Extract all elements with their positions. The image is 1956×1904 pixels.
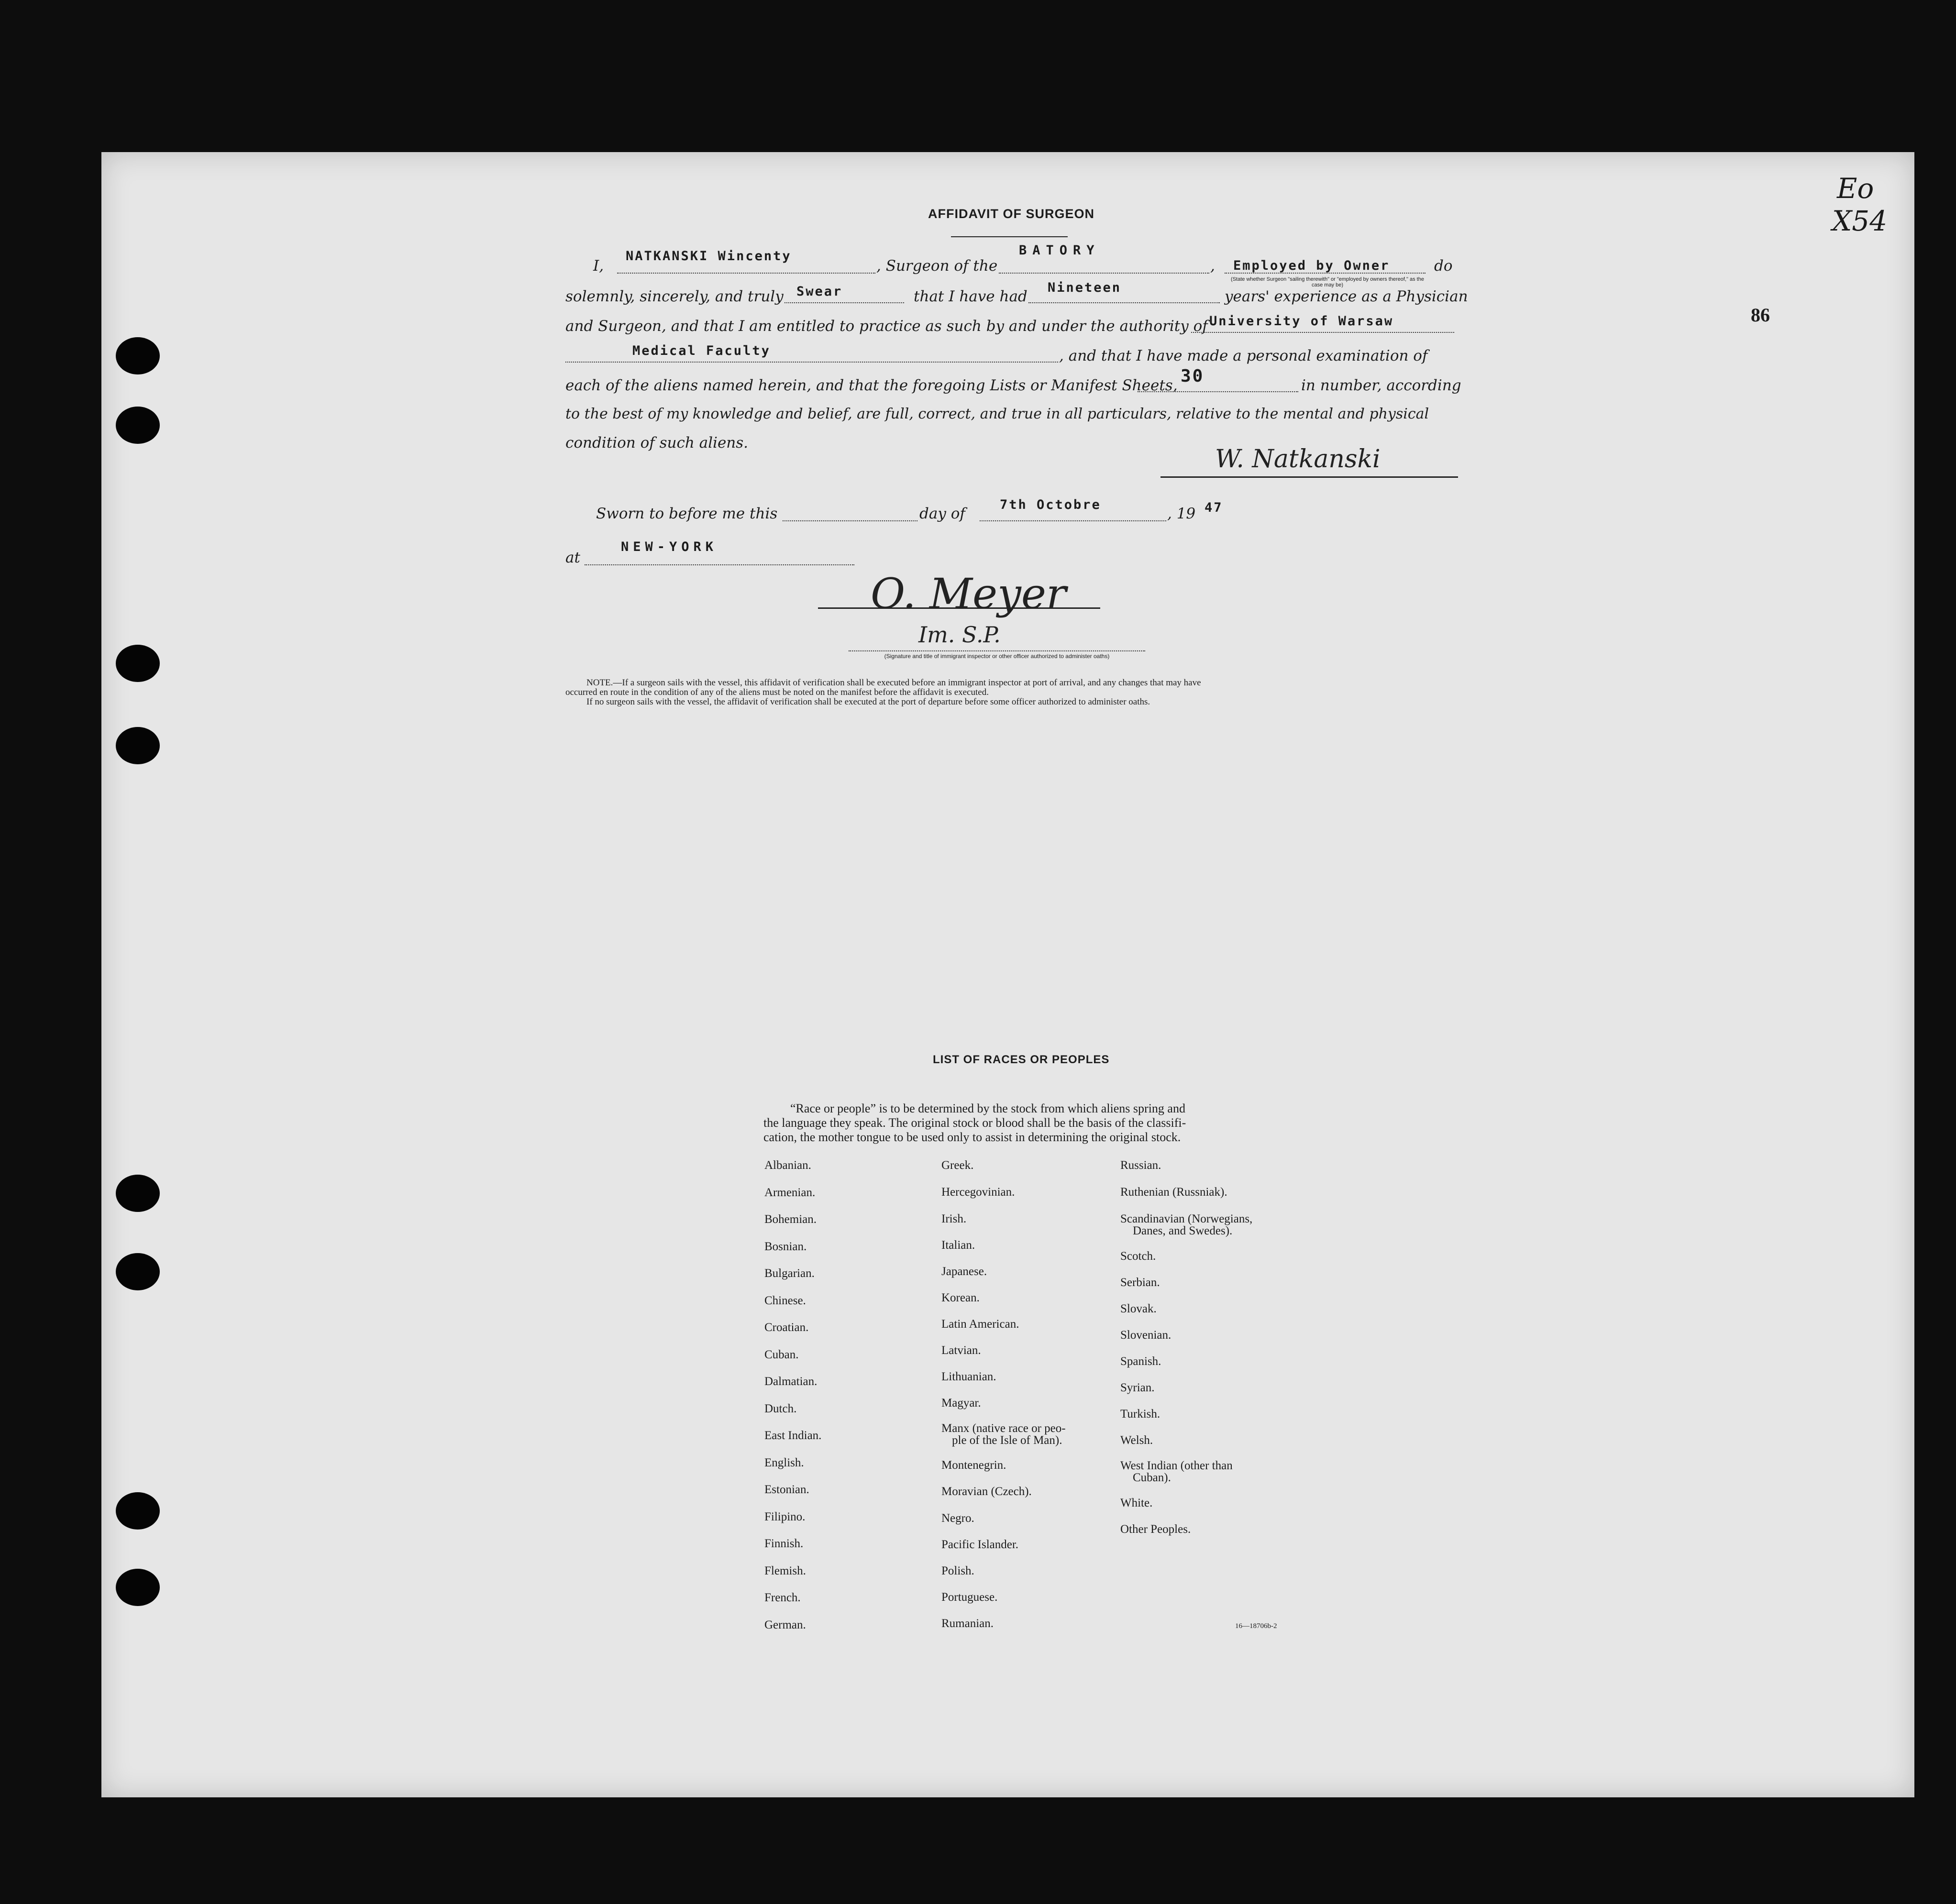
authority-value-1: University of Warsaw [1209, 314, 1394, 329]
race-item: Bohemian. [764, 1213, 817, 1226]
officer-signature: O. Meyer [871, 569, 1066, 618]
races-intro-3: cation, the mother tongue to be used only to assist in determining the original stock. [763, 1130, 1181, 1144]
label-personal-exam: , and that I have made a personal examination of [1059, 347, 1428, 364]
corner-mark-top: Eo [1837, 172, 1874, 205]
race-item: Turkish. [1120, 1408, 1160, 1420]
race-item: Syrian. [1120, 1381, 1155, 1394]
sworn-day-line [783, 520, 917, 521]
oath-line [785, 302, 904, 303]
label-day-of: day of [919, 505, 965, 522]
race-item: Other Peoples. [1120, 1523, 1191, 1536]
surgeon-name: NATKANSKI Wincenty [626, 249, 792, 264]
race-item: Magyar. [941, 1397, 981, 1409]
label-at: at [565, 549, 580, 566]
years-line [1028, 302, 1220, 303]
label-year-prefix: , 19 [1167, 505, 1196, 522]
label-condition: condition of such aliens. [565, 434, 749, 451]
year-suffix: 47 [1205, 500, 1223, 515]
corner-mark-bottom: X54 [1832, 205, 1888, 237]
races-title: LIST OF RACES OR PEOPLES [933, 1053, 1110, 1066]
race-item: Irish. [941, 1212, 967, 1225]
place-value: NEW-YORK [621, 539, 718, 554]
race-item: Ruthenian (Russniak). [1120, 1186, 1227, 1199]
binder-hole [116, 337, 160, 374]
race-item: Croatian. [764, 1321, 809, 1334]
date-line [980, 520, 1166, 521]
race-item: Hercegovinian. [941, 1186, 1015, 1199]
place-line [585, 564, 854, 565]
label-each-of-aliens: each of the aliens named herein, and that the foregoing Lists or Manifest Sheets, [565, 377, 1178, 394]
years-value: Nineteen [1048, 280, 1122, 295]
vessel-line [999, 273, 1209, 274]
races-intro-1: “Race or people” is to be determined by the stock from which aliens spring and [790, 1101, 1185, 1115]
race-item: English. [764, 1456, 804, 1469]
race-item: Greek. [941, 1159, 974, 1172]
race-item: Bulgarian. [764, 1267, 815, 1280]
races-intro-2: the language they speak. The original stock or blood shall be the basis of the classifi- [763, 1116, 1186, 1130]
race-item: Rumanian. [941, 1617, 994, 1630]
note-line-3: If no surgeon sails with the vessel, the affidavit of verification shall be executed at the port of departure before some officer authorized to administer oaths. [586, 697, 1150, 707]
note-line-2: occurred en route in the condition of any of the aliens must be noted on the manifest before the affidavit is executed. [565, 687, 989, 697]
race-item: White. [1120, 1497, 1153, 1509]
race-item: Scotch. [1120, 1250, 1156, 1263]
sheets-count: 30 [1181, 366, 1205, 386]
race-item: Danes, and Swedes). [1133, 1224, 1233, 1237]
binder-hole [116, 1492, 160, 1530]
officer-signature-line [818, 607, 1100, 609]
race-item: Finnish. [764, 1537, 804, 1550]
race-item: Estonian. [764, 1483, 809, 1496]
sheets-line [1138, 391, 1298, 392]
label-sworn: Sworn to before me this [596, 505, 778, 522]
race-item: Manx (native race or peo- [941, 1422, 1066, 1435]
label-years-experience: years' experience as a Physician [1225, 288, 1468, 305]
race-item: Serbian. [1120, 1276, 1160, 1289]
race-item: French. [764, 1591, 801, 1604]
surgeon-signature: W. Natkanski [1215, 445, 1381, 473]
date-value: 7th Octobre [1000, 497, 1101, 512]
officer-title-line [849, 650, 1145, 651]
race-item: Flemish. [764, 1564, 806, 1577]
race-item: Latin American. [941, 1318, 1019, 1331]
race-item: Cuban). [1133, 1471, 1171, 1484]
authority-line-2 [565, 362, 1058, 363]
form-number: 16—18706b-2 [1235, 1622, 1277, 1630]
race-item: Negro. [941, 1512, 974, 1525]
surgeon-signature-line [1160, 476, 1458, 478]
race-item: Pacific Islander. [941, 1538, 1019, 1551]
race-item: Slovak. [1120, 1302, 1157, 1315]
race-item: Armenian. [764, 1186, 816, 1199]
race-item: ple of the Isle of Man). [952, 1434, 1062, 1447]
race-item: Italian. [941, 1239, 975, 1252]
label-surgeon-of: , Surgeon of the [876, 257, 998, 275]
race-item: Cuban. [764, 1348, 799, 1361]
race-item: East Indian. [764, 1429, 822, 1442]
officer-title-hand: Im. S.P. [918, 622, 1001, 648]
authority-line-1 [1191, 332, 1454, 333]
binder-hole [116, 645, 160, 682]
race-item: Latvian. [941, 1344, 981, 1357]
page-number: 86 [1751, 304, 1770, 326]
label-in-number: in number, according [1301, 377, 1461, 394]
binder-hole [116, 727, 160, 764]
employment-value: Employed by Owner [1233, 258, 1390, 273]
race-item: Dutch. [764, 1402, 797, 1415]
officer-caption: (Signature and title of immigrant inspector or other officer authorized to administer oaths) [884, 653, 1110, 660]
race-item: Polish. [941, 1564, 974, 1577]
oath-value: Swear [796, 284, 843, 299]
title-rule [951, 236, 1068, 237]
race-item: Slovenian. [1120, 1329, 1171, 1342]
employment-note: (State whether Surgeon "sailing therewith" or "employed by owners thereof," as the case may be) [1231, 276, 1424, 288]
label-do: do [1434, 257, 1453, 275]
label-and-surgeon: and Surgeon, and that I am entitled to practice as such by and under the authority of [565, 318, 1208, 335]
race-item: Portuguese. [941, 1591, 998, 1604]
race-item: Japanese. [941, 1265, 987, 1278]
race-item: German. [764, 1618, 806, 1631]
race-item: Albanian. [764, 1159, 811, 1172]
binder-hole [116, 407, 160, 444]
race-item: Bosnian. [764, 1240, 807, 1253]
race-item: Moravian (Czech). [941, 1485, 1032, 1498]
race-item: Scandinavian (Norwegians, [1120, 1212, 1253, 1225]
race-item: Spanish. [1120, 1355, 1161, 1368]
label-solemnly: solemnly, sincerely, and truly [565, 288, 784, 305]
label-i: I, [593, 257, 604, 275]
vessel-name: BATORY [1019, 243, 1100, 258]
affidavit-title: AFFIDAVIT OF SURGEON [928, 207, 1094, 221]
comma: , [1210, 257, 1215, 275]
authority-value-2: Medical Faculty [632, 343, 771, 358]
label-that-i-have-had: that I have had [914, 288, 1028, 305]
surgeon-name-line [617, 273, 875, 274]
race-item: Filipino. [764, 1510, 806, 1523]
race-item: Welsh. [1120, 1434, 1153, 1447]
race-item: Russian. [1120, 1159, 1161, 1172]
binder-hole [116, 1569, 160, 1606]
race-item: Korean. [941, 1291, 980, 1304]
race-item: Chinese. [764, 1294, 806, 1307]
race-item: Dalmatian. [764, 1375, 818, 1388]
label-best-of: to the best of my knowledge and belief, are full, correct, and true in all particulars, relative to the mental and physical [565, 406, 1429, 422]
binder-hole [116, 1253, 160, 1290]
note-line-1: NOTE.—If a surgeon sails with the vessel, this affidavit of verification shall be executed before an immigrant inspector at port of arrival, and any changes that may have [586, 678, 1201, 688]
race-item: Montenegrin. [941, 1459, 1006, 1472]
binder-hole [116, 1175, 160, 1212]
race-item: West Indian (other than [1120, 1459, 1233, 1472]
race-item: Lithuanian. [941, 1370, 996, 1383]
